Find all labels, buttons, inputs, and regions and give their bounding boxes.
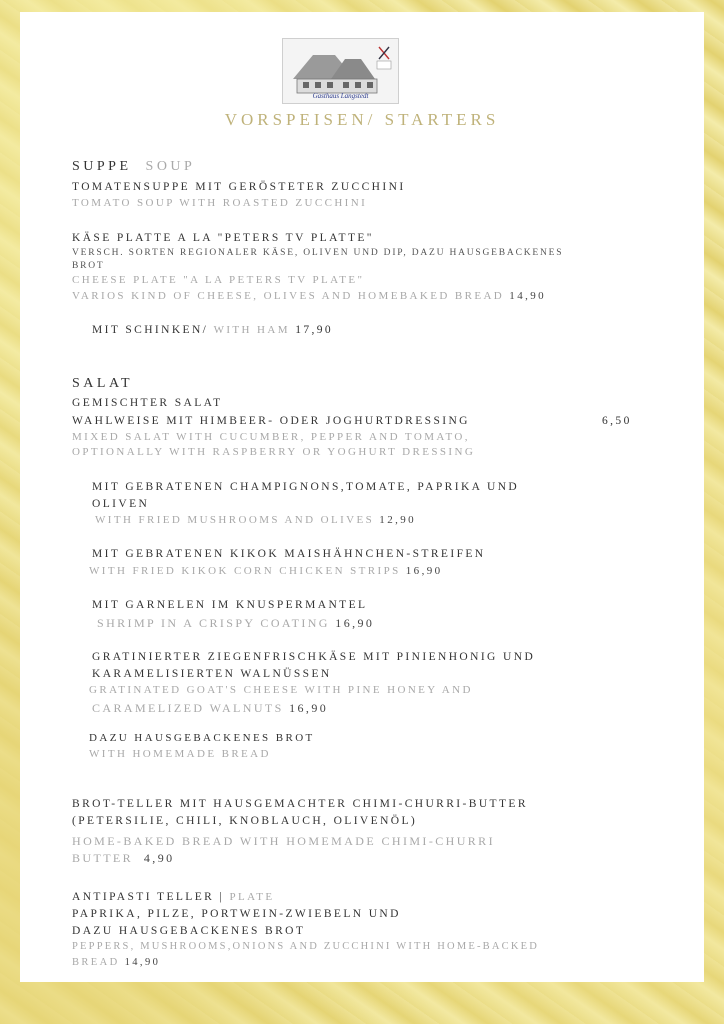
salad-option-mushrooms-en (95, 514, 416, 526)
bread-plate-en-2-text: BUTTER (72, 851, 134, 865)
salad-option-mushrooms-price: 12,90 (379, 514, 417, 526)
salad-option-goat-en-2 (92, 701, 328, 716)
bread-plate-en-2 (72, 851, 175, 866)
salad-option-goat-de-1: GRATINIERTER ZIEGENFRISCHKÄSE MIT PINIENHONIG UND (92, 651, 536, 663)
mixed-salad-price: 6,50 (602, 415, 632, 427)
soup-heading (72, 159, 195, 175)
salad-option-shrimp-de: MIT GARNELEN IM KNUSPERMANTEL (92, 599, 368, 611)
antipasti-title-de: ANTIPASTI TELLER | (72, 891, 225, 903)
antipasti-en-2-text: BREAD (72, 957, 120, 968)
cheese-plate-en-2 (72, 290, 546, 302)
bread-plate-en-1: HOME-BAKED BREAD WITH HOMEMADE CHIMI-CHURRI (72, 834, 495, 848)
salad-option-goat-price: 16,90 (289, 701, 329, 715)
antipasti-en-2 (72, 957, 160, 968)
mixed-salad-title: GEMISCHTER SALAT (72, 397, 223, 409)
mixed-salad-en-2: OPTIONALLY WITH RASPBERRY OR YOGHURT DRESSING (72, 446, 476, 458)
antipasti-title (72, 891, 274, 903)
cheese-plate-en-1: CHEESE PLATE "A LA PETERS TV PLATE" (72, 274, 365, 286)
cheese-plate-de: KÄSE PLATTE A LA "PETERS TV PLATTE" (72, 232, 374, 244)
salad-option-mushrooms-de-1: MIT GEBRATENEN CHAMPIGNONS,TOMATE, PAPRIKA UND (92, 481, 520, 493)
cheese-plate-desc-1: VERSCH. SORTEN REGIONALER KÄSE, OLIVEN UND DIP, DAZU HAUSGEBACKENES (72, 248, 564, 258)
salad-option-mushrooms-en-text: WITH FRIED MUSHROOMS AND OLIVES (95, 514, 375, 526)
salad-bread-en: WITH HOMEMADE BREAD (89, 748, 271, 760)
salad-option-chicken-price: 16,90 (405, 565, 443, 577)
salad-option-shrimp-price: 16,90 (335, 616, 375, 630)
salad-option-shrimp-en (97, 616, 374, 631)
page-title: VORSPEISEN/ STARTERS (224, 110, 500, 129)
salad-option-goat-en-2-text: CARAMELIZED WALNUTS (92, 701, 284, 715)
cheese-plate-price: 14,90 (509, 290, 547, 302)
salad-option-shrimp-en-text: SHRIMP IN A CRISPY COATING (97, 616, 330, 630)
antipasti-en-1: PEPPERS, MUSHROOMS,ONIONS AND ZUCCHINI WITH HOME-BACKED (72, 941, 540, 952)
bread-plate-de-2: (PETERSILIE, CHILI, KNOBLAUCH, OLIVENÖL) (72, 815, 418, 827)
salad-option-mushrooms-de-2: OLIVEN (92, 498, 150, 510)
ham-option (92, 324, 333, 336)
cheese-plate-en-2-text: VARIOS KIND OF CHEESE, OLIVES AND HOMEBAKED BREAD (72, 290, 505, 302)
salad-bread-de: DAZU HAUSGEBACKENES BROT (89, 732, 315, 744)
soup-heading-en: SOUP (145, 159, 196, 174)
tomato-soup-de: TOMATENSUPPE MIT GERÖSTETER ZUCCHINI (72, 181, 406, 193)
ham-option-en: WITH HAM (213, 324, 290, 336)
mixed-salad-de: WAHLWEISE MIT HIMBEER- ODER JOGHURTDRESSING (72, 415, 470, 427)
bread-plate-price: 4,90 (143, 851, 175, 865)
ham-option-price: 17,90 (295, 324, 334, 336)
bread-plate-de-1: BROT-TELLER MIT HAUSGEMACHTER CHIMI-CHURRI-BUTTER (72, 798, 528, 810)
antipasti-price: 14,90 (124, 957, 161, 968)
ham-option-de: MIT SCHINKEN/ (92, 324, 209, 336)
antipasti-de-2: DAZU HAUSGEBACKENES BROT (72, 925, 306, 937)
salad-option-goat-en-1: GRATINATED GOAT'S CHEESE WITH PINE HONEY AND (89, 684, 473, 696)
cheese-plate-desc-2: BROT (72, 261, 105, 271)
restaurant-logo (282, 38, 399, 104)
salad-heading: SALAT (72, 376, 134, 391)
mixed-salad-en-1: MIXED SALAT WITH CUCUMBER, PEPPER AND TOMATO, (72, 431, 470, 443)
antipasti-title-en: PLATE (229, 891, 275, 903)
logo-caption: Gasthaus Langstedt (312, 92, 369, 100)
salad-option-chicken-en (89, 565, 443, 577)
salad-option-chicken-de: MIT GEBRATENEN KIKOK MAISHÄHNCHEN-STREIFEN (92, 548, 486, 560)
soup-heading-de: SUPPE (72, 159, 132, 174)
tomato-soup-en: TOMATO SOUP WITH ROASTED ZUCCHINI (72, 197, 368, 209)
salad-option-chicken-en-text: WITH FRIED KIKOK CORN CHICKEN STRIPS (89, 565, 401, 577)
salad-option-goat-de-2: KARAMELISIERTEN WALNÜSSEN (92, 668, 332, 680)
antipasti-de-1: PAPRIKA, PILZE, PORTWEIN-ZWIEBELN UND (72, 908, 401, 920)
